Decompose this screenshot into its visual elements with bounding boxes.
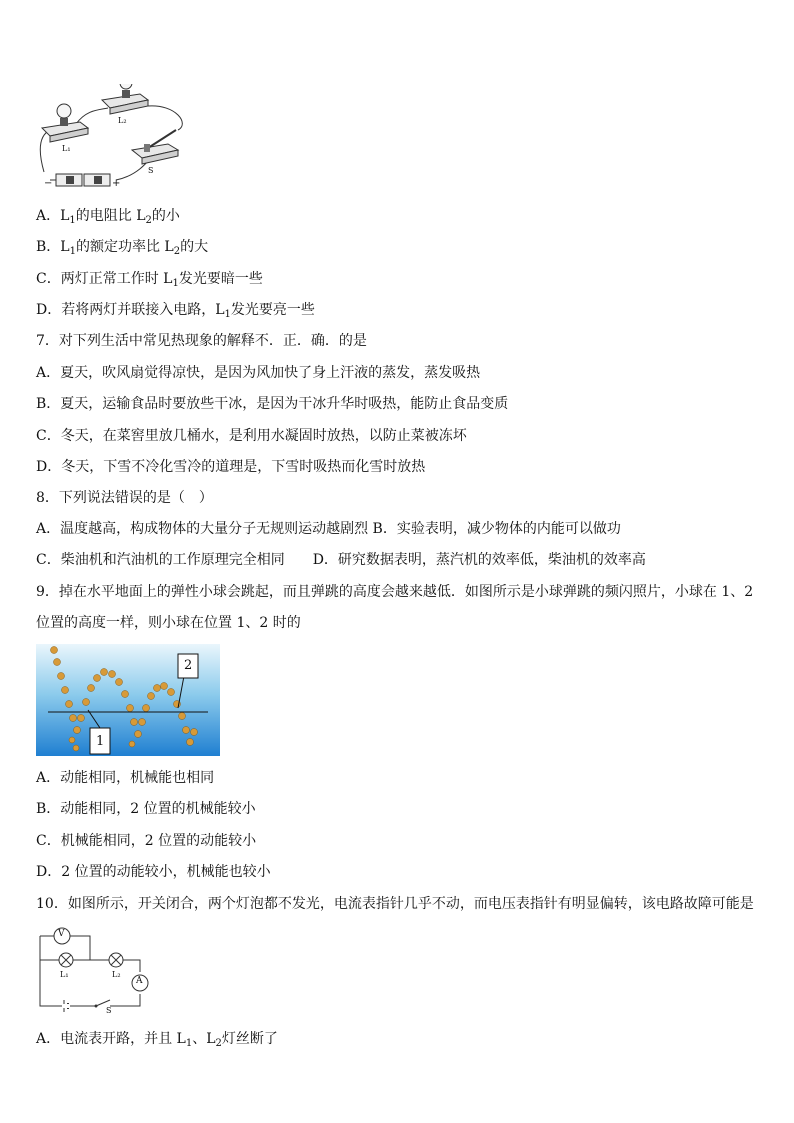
q6-b-text1: B．L <box>36 239 70 255</box>
q6-a-sub1: 1 <box>69 215 76 226</box>
q8-stem: 8．下列说法错误的是（ ） <box>36 490 213 506</box>
q9-option-a: A．动能相同，机械能也相同 <box>36 770 215 786</box>
q9-option-c: C．机械能相同，2 位置的动能较小 <box>36 833 257 849</box>
minus-terminal-label: − <box>44 178 53 189</box>
lamp-l2-label: L₂ <box>118 116 127 125</box>
q6-a-text2: 的电阻比 L <box>75 208 146 224</box>
q6-option-d <box>36 301 315 319</box>
lamp-l2-label: L₂ <box>112 970 121 979</box>
ammeter-label: A <box>136 976 143 986</box>
q10-a-text2: 、L <box>192 1031 216 1047</box>
q6-d-text1: D．若将两灯并联接入电路，L <box>36 302 225 318</box>
q10-a-text3: 灯丝断了 <box>221 1031 278 1047</box>
q10-option-a <box>36 1030 278 1048</box>
q8-options-ab: A．温度越高，构成物体的大量分子无规则运动越剧烈 B．实验表明，减少物体的内能可以做功 <box>36 521 621 537</box>
plus-terminal-label: + <box>112 178 121 189</box>
lamp-l1-label: L₁ <box>60 970 69 979</box>
q6-option-a <box>36 207 180 225</box>
q7-option-b: B．夏天，运输食品时要放些干冰，是因为干冰升华时吸热，能防止食品变质 <box>36 396 509 412</box>
q10-a-sub1: 1 <box>185 1038 193 1049</box>
q9-option-d: D．2 位置的动能较小，机械能也较小 <box>36 864 271 880</box>
switch-label: S <box>148 166 154 175</box>
voltmeter-label: V <box>58 929 65 939</box>
q6-b-text3: 的大 <box>180 239 209 255</box>
q6-b-text2: 的额定功率比 L <box>75 239 174 255</box>
q10-stem: 10．如图所示，开关闭合，两个灯泡都不发光，电流表指针几乎不动，而电压表指针有明显偏转，该电路故障可能是 <box>36 896 754 912</box>
q6-c-text2: 发光要暗一些 <box>178 271 263 287</box>
switch-label: S <box>106 1006 112 1015</box>
position-2-label: 2 <box>184 658 193 673</box>
q6-c-text1: C．两灯正常工作时 L <box>36 271 173 287</box>
q10-a-text1: A．电流表开路，并且 L <box>36 1031 186 1047</box>
q7-option-d: D．冬天，下雪不冷化雪冷的道理是，下雪时吸热而化雪时放热 <box>36 459 426 475</box>
q9-stem-line1: 9．掉在水平地面上的弹性小球会跳起，而且弹跳的高度会越来越低．如图所示是小球弹跳的频闪照片，小球在 1、2 <box>36 584 754 600</box>
q6-c-sub1: 1 <box>172 278 179 289</box>
q6-a-text3: 的小 <box>151 208 180 224</box>
circuit-figure-lamps <box>36 84 196 192</box>
q10-a-sub2: 2 <box>215 1038 222 1049</box>
q6-b-sub1: 1 <box>69 246 76 257</box>
q7-option-a: A．夏天，吹风扇觉得凉快，是因为风加快了身上汗液的蒸发，蒸发吸热 <box>36 365 481 381</box>
q7-option-c: C．冬天，在菜窖里放几桶水，是利用水凝固时放热，以防止菜被冻坏 <box>36 428 467 444</box>
lamp-l1-label: L₁ <box>62 144 71 153</box>
q9-stem-line2: 位置的高度一样，则小球在位置 1、2 时的 <box>36 615 301 631</box>
q6-a-text1: A．L <box>36 208 70 224</box>
position-1-label: 1 <box>96 734 105 749</box>
circuit-figure-meters <box>36 926 160 1018</box>
q6-option-c <box>36 270 263 288</box>
q9-option-b: B．动能相同，2 位置的机械能较小 <box>36 801 256 817</box>
q6-d-text2: 发光要亮一些 <box>230 302 315 318</box>
q6-b-sub2: 2 <box>173 246 181 257</box>
bouncing-ball-photo <box>36 644 220 756</box>
q6-option-b <box>36 238 208 256</box>
q6-a-sub2: 2 <box>145 215 152 226</box>
q7-stem: 7．对下列生活中常见热现象的解释不．正．确．的是 <box>36 333 367 349</box>
q6-d-sub1: 1 <box>224 309 231 320</box>
q8-options-cd: C．柴油机和汽油机的工作原理完全相同 D．研究数据表明，蒸汽机的效率低，柴油机的效率高 <box>36 552 646 568</box>
